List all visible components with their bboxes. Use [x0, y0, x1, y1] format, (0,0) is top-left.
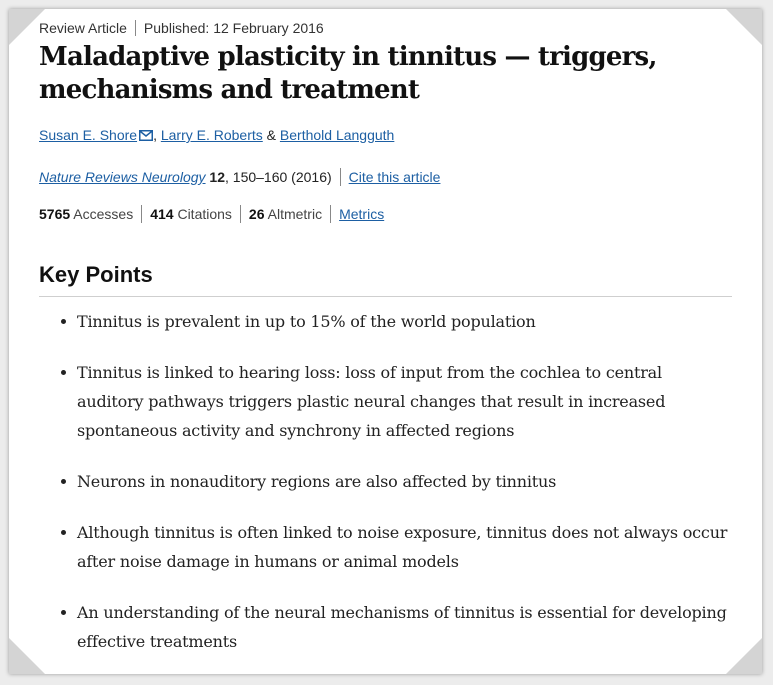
- pages-year: , 150–160 (2016): [225, 169, 332, 185]
- altmetric-score: 26: [248, 206, 265, 222]
- key-point-text: Although tinnitus is often linked to noise exposure, tinnitus does not always occur after noise damage in humans or animal models: [77, 523, 728, 571]
- article-type: Review Article: [39, 20, 127, 36]
- journal-link[interactable]: Nature Reviews Neurology: [39, 169, 206, 185]
- bullet-icon: [61, 610, 66, 615]
- key-point-text: Tinnitus is linked to hearing loss: loss of input from the cochlea to central auditory pathways triggers plastic neural changes that result in increased spontaneous activity and synchrony in affected regions: [77, 363, 666, 440]
- key-points-list: [39, 307, 732, 656]
- mail-icon[interactable]: [139, 126, 153, 146]
- author-link[interactable]: Berthold Langguth: [279, 127, 395, 143]
- bullet-icon: [61, 530, 66, 535]
- citation-line: [39, 167, 732, 187]
- key-point-text: Tinnitus is prevalent in up to 15% of the world population: [77, 312, 536, 331]
- key-point-text: An understanding of the neural mechanisms of tinnitus is essential for developing effective treatments: [77, 603, 727, 651]
- separator: [135, 20, 136, 36]
- author-list: [39, 125, 732, 146]
- cite-article-link[interactable]: Cite this article: [348, 169, 441, 185]
- list-item: [39, 598, 732, 656]
- bullet-icon: [61, 479, 66, 484]
- separator: [330, 205, 331, 223]
- author-separator: ,: [153, 127, 157, 143]
- altmetric-label: Altmetric: [267, 206, 323, 222]
- citations-count: 414: [150, 206, 174, 222]
- accesses-label: Accesses: [73, 206, 134, 222]
- volume: 12: [209, 169, 225, 185]
- separator: [141, 205, 142, 223]
- article-meta: [39, 18, 732, 38]
- citations-label: Citations: [177, 206, 232, 222]
- key-points-heading: Key Points: [39, 262, 732, 297]
- separator: [340, 168, 341, 186]
- article-title: Maladaptive plasticity in tinnitus — triggers, mechanisms and treatment: [39, 42, 657, 105]
- key-point-text: Neurons in nonauditory regions are also affected by tinnitus: [77, 472, 557, 491]
- bullet-icon: [61, 370, 66, 375]
- metrics-bar: [39, 204, 732, 224]
- article-card: [9, 9, 762, 674]
- author-link[interactable]: Susan E. Shore: [39, 127, 138, 143]
- list-item: [39, 358, 732, 445]
- separator: [240, 205, 241, 223]
- accesses-count: 5765: [39, 206, 71, 222]
- list-item: [39, 467, 732, 496]
- author-separator: &: [266, 127, 277, 143]
- author-link[interactable]: Larry E. Roberts: [160, 127, 263, 143]
- metrics-link[interactable]: Metrics: [339, 206, 385, 222]
- published-date: Published: 12 February 2016: [143, 20, 324, 36]
- list-item: [39, 518, 732, 576]
- article-header: [39, 18, 732, 674]
- bullet-icon: [61, 319, 66, 324]
- list-item: [39, 307, 732, 336]
